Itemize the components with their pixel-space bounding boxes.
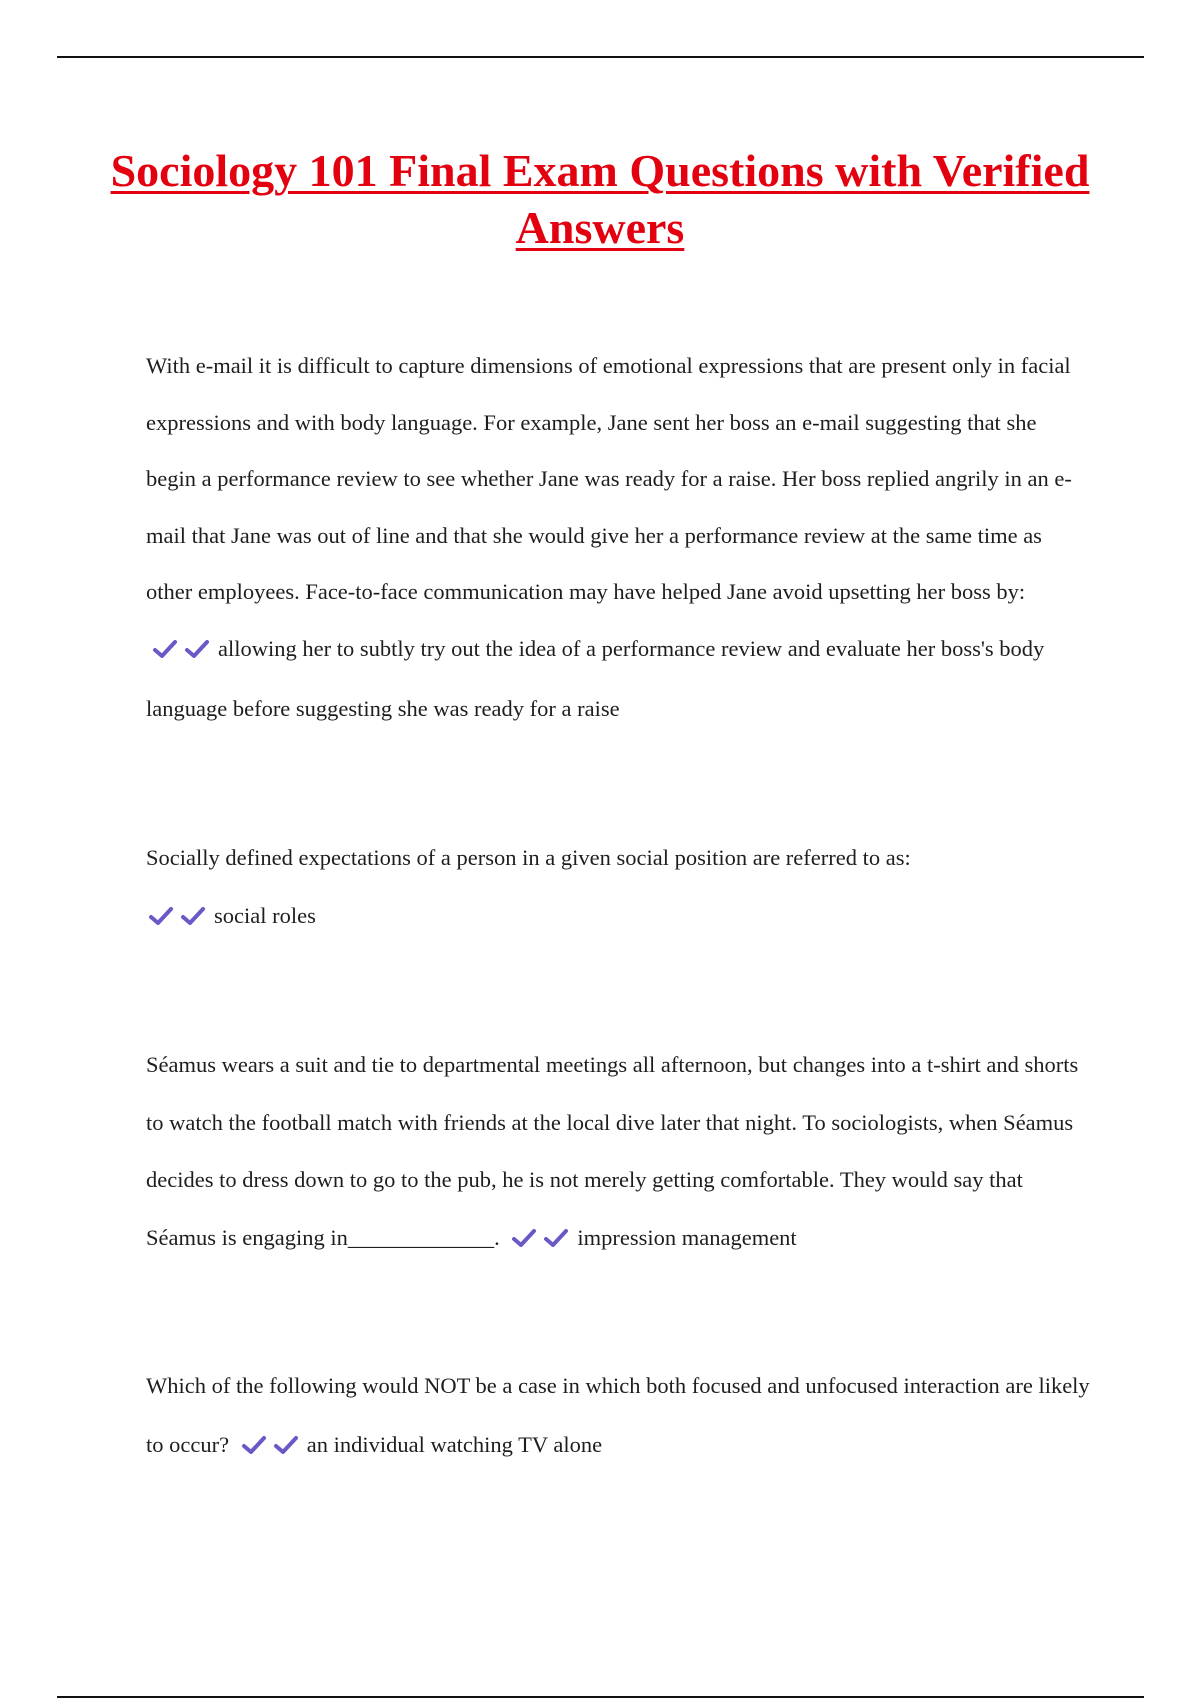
double-checkmark-icon [152, 625, 216, 682]
checkmark-icon [152, 638, 178, 660]
checkmark-icon [273, 1434, 299, 1456]
qa-item-3 [146, 1036, 1091, 1270]
answer-text: impression management [577, 1224, 797, 1250]
qa-item-1 [146, 338, 1091, 738]
checkmark-icon [511, 1227, 537, 1249]
checkmark-icon [148, 905, 174, 927]
top-rule [57, 56, 1144, 58]
answer-text: allowing her to subtly try out the idea of a performance review and evaluate her boss's body language before suggesting she was ready for a raise [146, 635, 1045, 721]
double-checkmark-icon [511, 1213, 575, 1271]
double-checkmark-icon [148, 891, 212, 949]
document-title: Sociology 101 Final Exam Questions with Verified Answers [110, 145, 1090, 253]
qa-item-2 [146, 829, 1091, 949]
question-text: Socially defined expectations of a person in a given social position are referred to as: [146, 845, 911, 870]
checkmark-icon [543, 1227, 569, 1249]
question-text: With e-mail it is difficult to capture dimensions of emotional expressions that are present only in facial expressions and with body language. For example, Jane sent her boss an e-mail suggesting that she begin a performance review to see whether Jane was ready for a raise. Her boss replied angrily in an e-mail that Jane was out of line and that she would give her a performance review at the same time as other employees. Face-to-face communication may have helped Jane avoid upsetting her boss by: [146, 353, 1072, 604]
question-text: Séamus wears a suit and tie to departmental meetings all afternoon, but changes into a t-shirt and shorts to watch the football match with friends at the local dive later that night. To sociologists, when Séamus decides to dress down to go to the pub, he is not merely getting comfortable. They would say that Séamus is engaging in_____________. [146, 1052, 1079, 1250]
answer-text: an individual watching TV alone [306, 1432, 603, 1457]
question-text: Which of the following would NOT be a case in which both focused and unfocused interaction are likely to occur? [146, 1373, 1090, 1457]
qa-item-4 [146, 1356, 1091, 1478]
checkmark-icon [184, 638, 210, 660]
bottom-rule [57, 1696, 1144, 1698]
checkmark-icon [180, 905, 206, 927]
double-checkmark-icon [241, 1419, 305, 1478]
checkmark-icon [241, 1434, 267, 1456]
answer-text: social roles [214, 903, 316, 928]
